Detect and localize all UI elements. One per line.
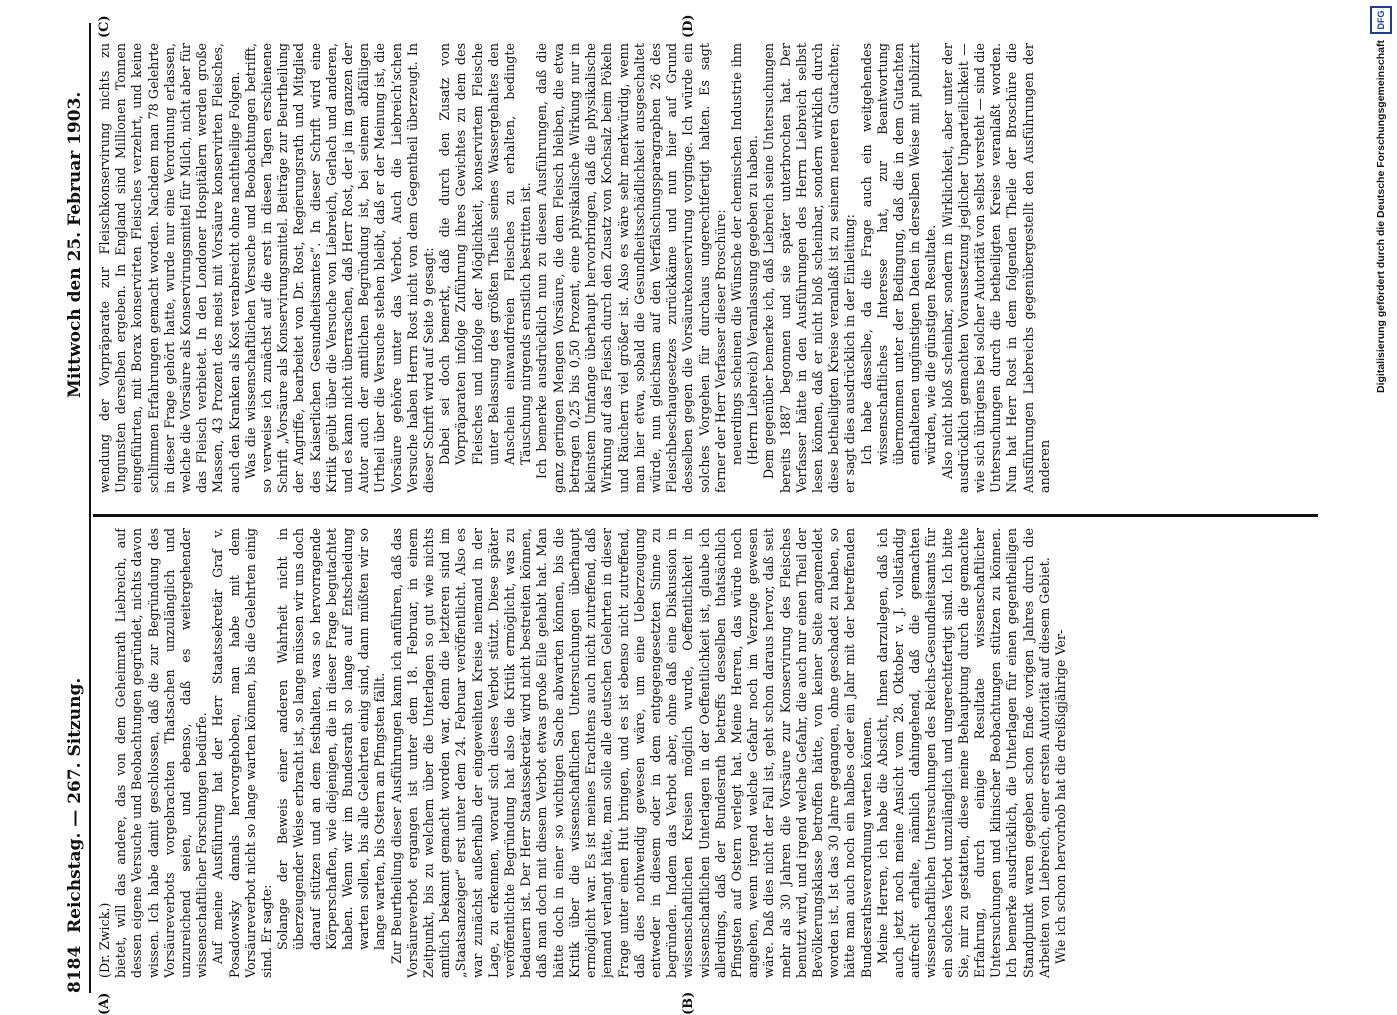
section-marker-c: (C) [97, 15, 112, 38]
paragraph: Wie ich schon hervorhob hat die dreißigjährige Ver- [1052, 629, 1068, 964]
session-date: Mittwoch den 25. Februar 1903. [65, 91, 85, 398]
digitization-note-text: Digitalisierung gefördert durch die Deutsche Forschungsgemeinschaft [1375, 40, 1387, 393]
left-column [97, 528, 1315, 978]
quotation: Ich habe dasselbe, da die Frage auch ein weitgehendes wissenschaftliches Interesse hat, zur Beantwortung übernommen unter der Bedingung, daß die in dem Gutachten enthaltenen ungünstigen Daten in derselben Weise mit publizirt würden, wie die günstigen Resultate. [858, 43, 939, 465]
paragraph: Meine Herren, ich habe die Absicht, Ihnen darzulegen, daß ich auch jetzt noch meine Ansicht vom 28. Oktober v. J. vollständig aufrecht erhalte, nämlich dahingehend, daß die gemachten wissenschaftlichen Untersuchungen des Reichs-Gesundheitsamts für ein solches Verbot unzulänglich und ungerechtfertigt sind. Ich bitte Sie, mir zu gestatten, diese meine Behauptung durch die gemachte Erfahrung, durch einige Resultate wissenschaftlicher Untersuchungen und klinischer Beobachtungen stützen zu können. Ich bemerke ausdrücklich, die Unterlagen für einen gegentheiligen Standpunkt waren gegeben schon Ende vorigen Jahres durch die Arbeiten von Liebreich, einer ersten Autorität auf diesem Gebiet. [874, 528, 1052, 978]
paragraph: Dem gegenüber bemerke ich, daß Liebreich seine Untersuchungen bereits 1887 begonnen und sie später unterbrochen hat. Der Verfasser hätte in den Ausführungen des Herrn Liebreich selbst lesen können, daß er nicht bloß scheinbar, sondern wirklich durch diese betheiligten Kreise veranlaßt ist zu seinem neueren Gutachten; er sagt dies ausdrücklich in der Einleitung: [761, 43, 858, 493]
paragraph: Ich bemerke ausdrücklich nun zu diesen Ausführungen, daß die ganz geringen Mengen Vorsäure, die dem Fleisch bleiben, die etwa betragen 0,25 bis 0,50 Prozent, eine physikalische Wirkung nur in kleinstem Umfange überhaupt hervorbringen, daß die physikalische Wirkung auf das Fleisch durch den Zusatz von Kochsalz beim Pökeln und Räuchern viel größer ist. Also es wäre sehr merkwürdig, wenn man hier etwa, sobald die Gesundheitsschädlichkeit ausgeschaltet würde, nun gleichsam auf den Verfälschungsparagraphen 26 des Fleischbeschaugesetzes zurückkäme und nun hier auf Grund desselben gegen die Vorsäurekonservirung vorginge. Ich würde ein solches Vorgehen für durchaus ungerechtfertigt halten. Es sagt ferner der Herr Verfasser dieser Broschüre: [534, 43, 728, 493]
digitization-note [1367, 6, 1394, 996]
paragraph: wendung der Vorpräparate zur Fleischkonservirung nichts zu Ungunsten derselben ergeben. In England sind Millionen Tonnen eingeführten, mit Borax konservirten Fleisches verzehrt, und keine schlimmen Erfahrungen gemacht worden. Nachdem man 78 Gelehrte in dieser Frage gehört hatte, wurde nur eine Verordnung erlassen, welche die Vorsäure als Konservirungsmittel für Milch, nicht aber für das Fleisch verbietet. In den Londoner Hospitälern werden große Massen, 43 Prozent des meist mit Vorsäure konservirten Fleisches, auch den Kranken als Kost verabreicht ohne nachtheilige Folgen. [97, 43, 242, 493]
dfg-logo: DFG [1370, 6, 1392, 34]
quotation: Dabei sei doch bemerkt, daß die durch den Zusatz von Vorpräparaten infolge Zuführung ihres Gewichtes zu dem des Fleisches und infolge der Möglichkeit, konservirtem Fleische unter Belassung des größten Theils seines Wassergehaltes den Anschein einwandfreien Fleisches zu erhalten, bedingte Täuschung nirgends ernstlich bestritten ist. [437, 43, 534, 465]
session-title: Reichstag. — 267. Sitzung. [65, 677, 85, 933]
section-marker-b: (B) [681, 991, 696, 1015]
header-rule [89, 23, 91, 993]
quotation: neuerdings scheinen die Wünsche der chemischen Industrie ihm (Herrn Liebreich) Veranlassung gegeben zu haben. [728, 43, 761, 465]
section-marker-d: (D) [681, 14, 696, 38]
paragraph: bietet, will das andere, das von dem Geheimrath Liebreich, auf dessen eigene Versuche und Beobachtungen gegründet, nichts davon wissen. Ich habe damit geschlossen, daß die zur Begründung des Vorsäureverbots vorgebrachten Thatsachen unzulänglich und unzureichend seien, und ebenso, daß es weitergehender wissenschaftlicher Forschungen bedürfe. [113, 528, 210, 978]
rotated-newspaper-page [61, 14, 1336, 1015]
quotation: Solange der Beweis einer anderen Wahrheit nicht in überzeugender Weise erbracht ist, so lange müssen wir uns doch darauf stützen und an dem festhalten, was so hervorragende Körperschaften, wie diejenigen, die in dieser Frage begutachtet haben. Wenn wir im Bundesrath so lange auf Entscheidung warten sollen, bis alle Gelehrten einig sind, dann müßten wir so lange warten, bis Ostern an Pfingsten fällt. [275, 528, 388, 950]
paragraph: Was die wissenschaftlichen Versuche und Beobachtungen betrifft, so verweise ich zunächst auf die erst in diesen Tagen erschienene Schrift „Vorsäure als Konservirungsmittel. Beiträge zur Beurtheilung der Angriffe, bearbeitet von Dr. Rost, Regierungsrath und Mitglied des Kaiserlichen Gesundheitsamtes“. In dieser Schrift wird eine Kritik geübt über die Versuche von Liebreich, Gerlach und anderen, und es kann nicht überraschen, daß Herr Rost, der ja im ganzen der Autor auch der amtlichen Begründung ist, bei seinem abfälligen Urtheil über die Versuche stehen bleibt, daß er der Meinung ist, die Vorsäure gehöre unter das Verbot. Auch die Liebreich’schen Versuche haben Herrn Rost nicht von dem Gegentheil überzeugt. In dieser Schrift wird auf Seite 9 gesagt: [242, 43, 437, 493]
page-header [61, 23, 89, 993]
column-divider [93, 514, 1318, 517]
section-marker-a: (A) [97, 992, 112, 1015]
paragraph: Auf meine Ausführung hat der Herr Staatssekretär Graf v. Posadowsky damals hervorgehoben, man habe mit dem Vorsäureverbot nicht so lange warten können, bis die Gelehrten einig sind. Er sagte: [210, 528, 275, 978]
speaker-label: (Dr. Zwick.) [97, 902, 112, 978]
page-number: 8184 [65, 945, 85, 993]
right-column [97, 43, 1315, 493]
paragraph: Zur Beurtheilung dieser Ausführungen kann ich anführen, daß das Vorsäureverbot ergangen ist unter dem 18. Februar, in einem Zeitpunkt, bis zu welchem über die Unterlagen so gut wie nichts amtlich bekannt gemacht worden war, denn die letzteren sind im „Staatsanzeiger“ erst unter dem 24. Februar veröffentlicht. Also es war zunächst außerhalb der eingeweihten Kreise niemand in der Lage, zu erkennen, worauf sich dieses Verbot stützt. Diese später veröffentlichte Begründung hat also die Kritik ermöglicht, was zu bedauern ist. Der Herr Staatssekretär wird nicht bestreiten können, daß man doch mit diesem Verbot etwas große Eile gehabt hat. Man hätte doch in einer so wichtigen Sache abwarten können, bis die Kritik über die wissenschaftlichen Untersuchungen überhaupt ermöglicht war. Es ist meines Erachtens auch nicht zutreffend, daß jemand verlangt hätte, man solle alle deutschen Gelehrten in dieser Frage unter einen Hut bringen, und es ist ebenso nicht zutreffend, daß dies nothwendig gewesen wäre, um eine Ueberzeugung entweder in diesem oder in dem entgegengesetzten Sinne zu begründen. Indem das Verbot aber, ohne daß eine Diskussion in wissenschaftlichen Kreisen möglich wurde, Oeffentlichkeit in wissenschaftlichen Unterlagen in der Oeffentlichkeit ist, glaube ich allerdings, daß der Bundesrath betreffs desselben thatsächlich Pfingsten auf Ostern verlegt hat. Meine Herren, das würde noch angehen, wenn irgend welche Gefahr noch im Verzuge gewesen wäre. Daß dies nicht der Fall ist, geht schon daraus hervor, daß seit mehr als 30 Jahren die Vorsäure zur Konservirung des Fleisches benutzt wird, und irgend welche Gefahr, die auch nur einen Theil der Bevölkerungsklasse betroffen hätte, von keiner Seite angemeldet worden ist. Ist das 30 Jahre gegangen, ohne geschadet zu haben, so hätte man auch noch ein halbes oder ein Jahr mit der betreffenden Bundesrathsverordnung warten können. [388, 528, 874, 978]
paragraph: Also nicht bloß scheinbar, sondern in Wirklichkeit, aber unter der ausdrücklich gemachten Voraussetzung jeglicher Unparteilichkeit — wie sich übrigens bei solcher Autorität von selbst versteht — sind die Untersuchungen durch die betheiligten Kreise veranlaßt worden. Nun hat Herr Rost in dem folgenden Theile der Broschüre die Ausführungen Liebreichs gegenübergestellt den Ausführungen der anderen [939, 43, 1052, 493]
